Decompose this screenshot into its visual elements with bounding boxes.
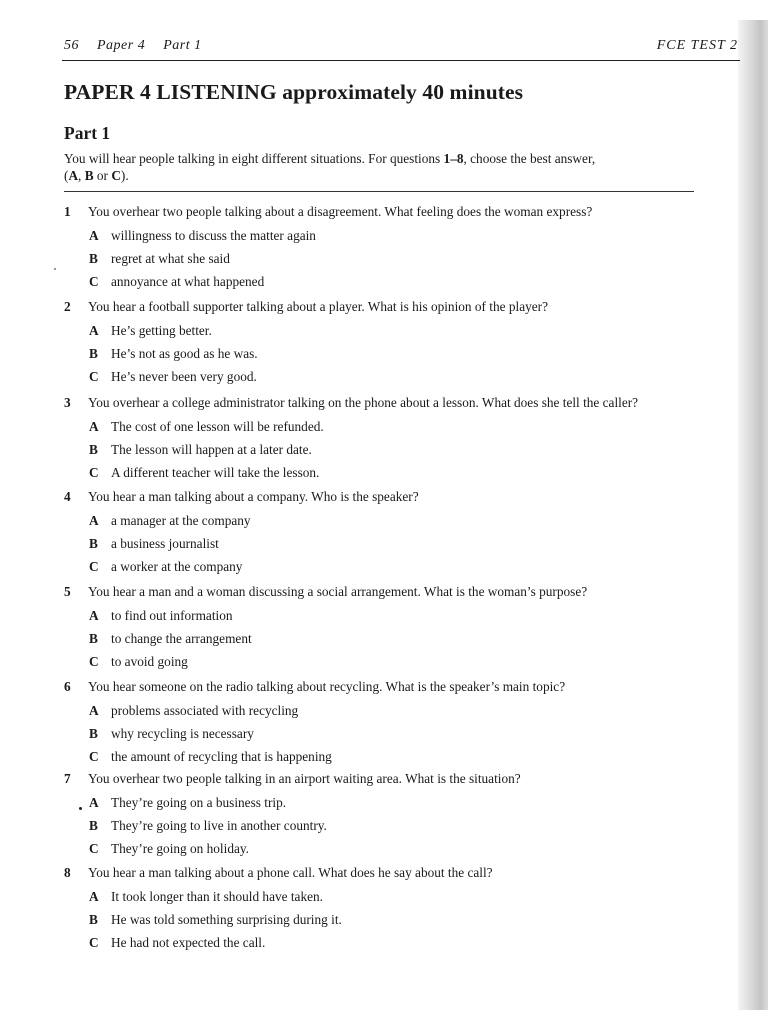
running-head-test: FCE TEST 2 <box>656 38 738 53</box>
option-text: to avoid going <box>111 654 188 669</box>
answer-option-b <box>0 251 500 269</box>
option-text: a manager at the company <box>111 513 251 528</box>
answer-option-b <box>0 346 500 364</box>
answer-option-a <box>0 703 500 721</box>
option-letter: A <box>89 703 99 718</box>
option-text: He’s getting better. <box>111 323 212 338</box>
option-letter: B <box>89 442 98 457</box>
option-text: It took longer than it should have taken. <box>111 889 323 904</box>
answer-option-a <box>0 889 500 907</box>
answer-option-a <box>0 419 500 437</box>
option-text: A different teacher will take the lesson. <box>111 465 320 480</box>
option-text: He was told something surprising during it. <box>111 912 342 927</box>
option-letter: C <box>89 841 99 856</box>
option-letter: A <box>89 513 99 528</box>
answer-option-c <box>0 935 500 953</box>
instructions-text: or <box>93 168 112 183</box>
option-text: willingness to discuss the matter again <box>111 228 316 243</box>
option-letter: B <box>89 818 98 833</box>
instructions-option-a: A <box>68 168 79 183</box>
option-letter: B <box>89 536 98 551</box>
option-letter: A <box>89 608 99 623</box>
question-text: You hear a man and a woman discussing a social arrangement. What is the woman’s purpose? <box>88 584 588 599</box>
option-text: The cost of one lesson will be refunded. <box>111 419 324 434</box>
instructions-text: ). <box>120 168 129 183</box>
question-number: 3 <box>64 395 71 410</box>
question-number: 2 <box>64 299 71 314</box>
paper-title: PAPER 4 LISTENING approximately 40 minutes <box>64 80 524 104</box>
option-letter: C <box>89 465 99 480</box>
option-text: annoyance at what happened <box>111 274 265 289</box>
instructions <box>64 150 704 184</box>
option-text: problems associated with recycling <box>111 703 299 718</box>
option-text: to find out information <box>111 608 233 623</box>
stray-mark <box>79 807 82 810</box>
running-head-paper: Paper 4 <box>97 38 146 53</box>
running-head-left <box>64 38 220 54</box>
answer-option-a <box>0 323 500 341</box>
answer-option-b <box>0 818 500 836</box>
option-letter: C <box>89 369 99 384</box>
instructions-text: , choose the best answer, <box>463 151 596 166</box>
option-text: They’re going on holiday. <box>111 841 249 856</box>
option-text: a business journalist <box>111 536 219 551</box>
option-letter: C <box>89 935 99 950</box>
question-number: 8 <box>64 865 71 880</box>
option-letter: A <box>89 795 99 810</box>
answer-option-a <box>0 228 500 246</box>
answer-option-c <box>0 654 500 672</box>
header-rule <box>62 60 740 61</box>
question-number: 4 <box>64 489 71 504</box>
option-letter: B <box>89 346 98 361</box>
option-text: They’re going on a business trip. <box>111 795 287 810</box>
question-text: You hear a man talking about a company. Who is the speaker? <box>88 489 419 504</box>
instructions-option-b: B <box>84 168 94 183</box>
question-text: You overhear two people talking in an airport waiting area. What is the situation? <box>88 771 521 786</box>
answer-option-a <box>0 608 500 626</box>
answer-option-b <box>0 442 500 460</box>
option-letter: B <box>89 912 98 927</box>
instructions-text: You will hear people talking in eight different situations. For questions <box>64 151 444 166</box>
answer-option-b <box>0 631 500 649</box>
answer-option-a <box>0 513 500 531</box>
answer-option-c <box>0 369 500 387</box>
option-letter: C <box>89 559 99 574</box>
instructions-text: ( <box>64 168 69 183</box>
option-letter: A <box>89 228 99 243</box>
answer-option-c <box>0 749 500 767</box>
option-text: to change the arrangement <box>111 631 252 646</box>
option-letter: A <box>89 419 99 434</box>
question-text: You hear a football supporter talking about a player. What is his opinion of the player? <box>88 299 548 314</box>
option-text: He’s never been very good. <box>111 369 257 384</box>
answer-option-b <box>0 912 500 930</box>
option-text: the amount of recycling that is happening <box>111 749 332 764</box>
option-text: a worker at the company <box>111 559 243 574</box>
answer-option-b <box>0 726 500 744</box>
option-text: The lesson will happen at a later date. <box>111 442 312 457</box>
answer-option-c <box>0 559 500 577</box>
instructions-question-range: 1–8 <box>443 151 464 166</box>
instructions-option-c: C <box>111 168 121 183</box>
answer-option-a <box>0 795 500 813</box>
question-text: You hear a man talking about a phone call. What does he say about the call? <box>88 865 493 880</box>
option-text: regret at what she said <box>111 251 230 266</box>
part-title: Part 1 <box>64 123 111 143</box>
question-number: 7 <box>64 771 71 786</box>
answer-option-c <box>0 841 500 859</box>
instructions-text: , <box>78 168 85 183</box>
question-text: You overhear a college administrator talking on the phone about a lesson. What does she tell the caller? <box>88 395 639 410</box>
option-letter: B <box>89 631 98 646</box>
book-spine-shadow <box>738 20 768 1010</box>
option-text: He’s not as good as he was. <box>111 346 258 361</box>
option-letter: A <box>89 889 99 904</box>
option-letter: C <box>89 274 99 289</box>
answer-option-c <box>0 274 500 292</box>
option-letter: A <box>89 323 99 338</box>
running-head <box>64 38 738 60</box>
option-text: He had not expected the call. <box>111 935 266 950</box>
option-letter: B <box>89 251 98 266</box>
question-number: 6 <box>64 679 71 694</box>
option-text: They’re going to live in another country. <box>111 818 327 833</box>
answer-option-b <box>0 536 500 554</box>
option-letter: C <box>89 654 99 669</box>
question-text: You hear someone on the radio talking about recycling. What is the speaker’s main topic? <box>88 679 566 694</box>
question-number: 5 <box>64 584 71 599</box>
question-text: You overhear two people talking about a disagreement. What feeling does the woman express? <box>88 204 593 219</box>
answer-option-c <box>0 465 500 483</box>
running-head-part: Part 1 <box>163 38 202 53</box>
instructions-rule <box>64 191 694 192</box>
stray-mark <box>54 268 56 270</box>
question-number: 1 <box>64 204 71 219</box>
option-text: why recycling is necessary <box>111 726 254 741</box>
option-letter: B <box>89 726 98 741</box>
page-number: 56 <box>64 38 79 53</box>
option-letter: C <box>89 749 99 764</box>
